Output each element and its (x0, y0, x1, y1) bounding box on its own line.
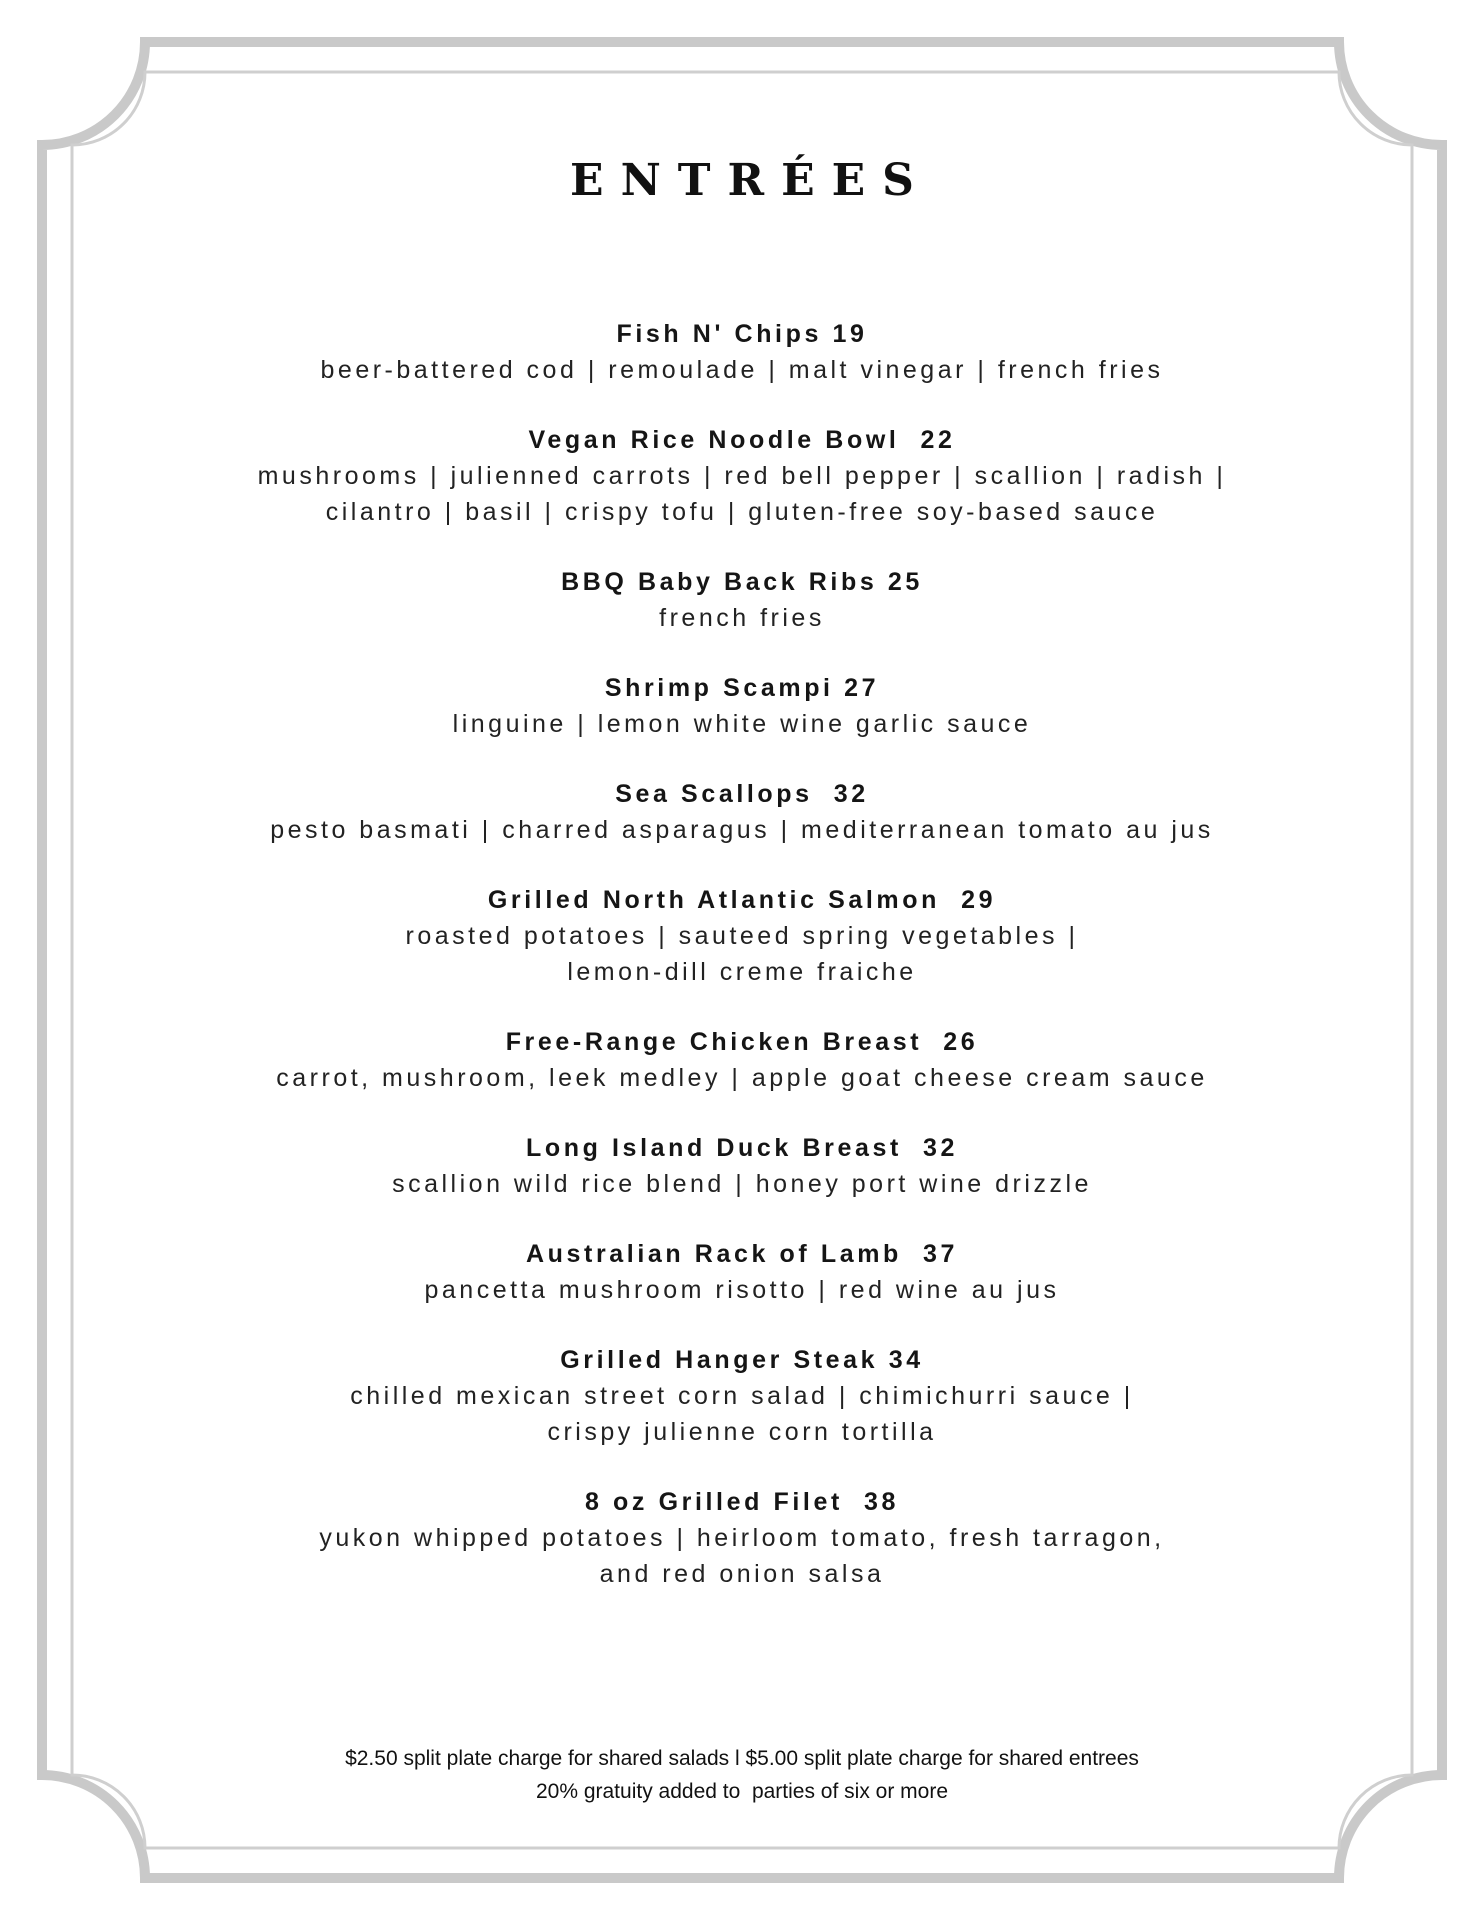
menu-item (0, 882, 1484, 990)
description-line: chilled mexican street corn salad | chimichurri sauce | (350, 1382, 1134, 1410)
description-line: pancetta mushroom risotto | red wine au jus (424, 1276, 1060, 1304)
description-line: roasted potatoes | sauteed spring vegetables | (405, 922, 1079, 950)
description-line: scallion wild rice blend | honey port wine drizzle (392, 1170, 1092, 1198)
menu-item-name: Free-Range Chicken Breast 26 (505, 1028, 979, 1056)
description-line: and red onion salsa (599, 1560, 885, 1588)
menu-item (0, 316, 1484, 388)
split-plate-charge-note: $2.50 split plate charge for shared salads l $5.00 split plate charge for shared entrees (345, 1747, 1139, 1770)
menu-list (0, 316, 1484, 1626)
menu-item-description (0, 1060, 1484, 1096)
menu-item-name: Fish N' Chips 19 (616, 320, 868, 348)
description-line: carrot, mushroom, leek medley | apple goat cheese cream sauce (276, 1064, 1208, 1092)
menu-item-description (0, 352, 1484, 388)
menu-item-name: Australian Rack of Lamb 37 (525, 1240, 959, 1268)
page-title: ENTRÉES (570, 155, 931, 206)
menu-item (0, 1024, 1484, 1096)
menu-item (0, 1342, 1484, 1450)
menu-item-description (0, 1166, 1484, 1202)
menu-item-description (0, 458, 1484, 530)
description-line: lemon-dill creme fraiche (567, 958, 917, 986)
menu-item (0, 776, 1484, 848)
footer-notes (0, 1742, 1484, 1808)
menu-item-name: Shrimp Scampi 27 (604, 674, 880, 702)
description-line: linguine | lemon white wine garlic sauce (452, 710, 1032, 738)
description-line: beer-battered cod | remoulade | malt vinegar | french fries (320, 356, 1164, 384)
menu-item-description (0, 918, 1484, 990)
description-line: yukon whipped potatoes | heirloom tomato, fresh tarragon, (319, 1524, 1165, 1552)
menu-item-name: Vegan Rice Noodle Bowl 22 (528, 426, 956, 454)
menu-item-name: Long Island Duck Breast 32 (525, 1134, 958, 1162)
menu-item (0, 564, 1484, 636)
menu-item (0, 1484, 1484, 1592)
menu-item (0, 1236, 1484, 1308)
menu-item-name: Sea Scallops 32 (615, 780, 869, 808)
menu-item (0, 422, 1484, 530)
description-line: cilantro | basil | crispy tofu | gluten-free soy-based sauce (325, 498, 1159, 526)
menu-item-description (0, 1520, 1484, 1592)
menu-item (0, 1130, 1484, 1202)
menu-item-description (0, 600, 1484, 636)
menu-item-name: Grilled North Atlantic Salmon 29 (487, 886, 997, 914)
menu-item-description (0, 706, 1484, 742)
description-line: crispy julienne corn tortilla (547, 1418, 937, 1446)
description-line: french fries (659, 604, 825, 632)
description-line: pesto basmati | charred asparagus | mediterranean tomato au jus (270, 816, 1214, 844)
menu-item (0, 670, 1484, 742)
menu-item-description (0, 812, 1484, 848)
menu-item-name: BBQ Baby Back Ribs 25 (561, 568, 923, 596)
description-line: mushrooms | julienned carrots | red bell pepper | scallion | radish | (257, 462, 1227, 490)
menu-item-name: 8 oz Grilled Filet 38 (585, 1488, 899, 1516)
menu-item-name: Grilled Hanger Steak 34 (560, 1346, 924, 1374)
menu-item-description (0, 1272, 1484, 1308)
menu-item-description (0, 1378, 1484, 1450)
gratuity-note: 20% gratuity added to parties of six or more (535, 1780, 949, 1803)
